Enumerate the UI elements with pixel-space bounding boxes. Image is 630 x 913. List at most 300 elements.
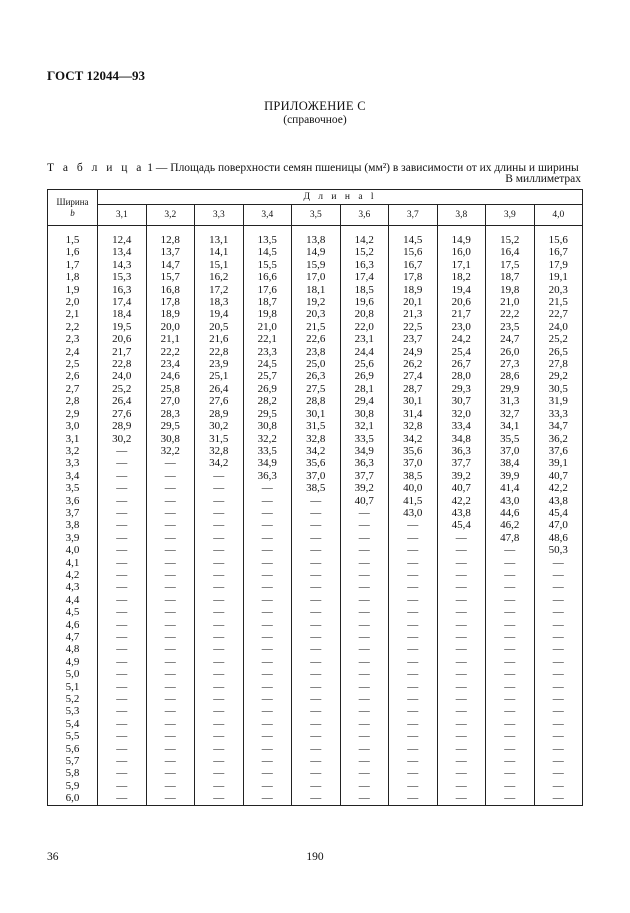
value-cell: 27,3 bbox=[486, 358, 535, 370]
value-cell: — bbox=[534, 656, 583, 668]
value-cell: — bbox=[486, 569, 535, 581]
value-cell: — bbox=[146, 743, 195, 755]
value-cell: — bbox=[98, 445, 147, 457]
value-cell: 32,7 bbox=[486, 408, 535, 420]
value-cell: — bbox=[243, 767, 292, 779]
table-caption bbox=[47, 162, 579, 174]
value-cell: — bbox=[340, 631, 389, 643]
value-cell: 37,6 bbox=[534, 445, 583, 457]
table-row bbox=[48, 532, 583, 544]
table-row bbox=[48, 730, 583, 742]
value-cell: — bbox=[195, 792, 244, 805]
value-cell: — bbox=[437, 619, 486, 631]
value-cell: 17,9 bbox=[534, 259, 583, 271]
value-cell: 16,3 bbox=[340, 259, 389, 271]
value-cell: — bbox=[340, 767, 389, 779]
width-cell: 5,3 bbox=[48, 705, 98, 717]
value-cell: — bbox=[340, 792, 389, 805]
value-cell: 26,9 bbox=[243, 383, 292, 395]
value-cell: — bbox=[534, 594, 583, 606]
value-cell: 17,6 bbox=[243, 284, 292, 296]
value-cell: — bbox=[292, 606, 341, 618]
value-cell: — bbox=[437, 557, 486, 569]
value-cell: — bbox=[195, 643, 244, 655]
value-cell: 25,4 bbox=[437, 346, 486, 358]
value-cell: — bbox=[389, 780, 438, 792]
value-cell: 17,2 bbox=[195, 284, 244, 296]
table-row bbox=[48, 296, 583, 308]
value-cell: — bbox=[534, 681, 583, 693]
value-cell: — bbox=[195, 619, 244, 631]
value-cell: — bbox=[292, 557, 341, 569]
table-row bbox=[48, 308, 583, 320]
value-cell: — bbox=[389, 594, 438, 606]
value-cell: — bbox=[486, 544, 535, 556]
value-cell: 22,6 bbox=[292, 333, 341, 345]
value-cell: 20,6 bbox=[437, 296, 486, 308]
width-cell: 3,8 bbox=[48, 519, 98, 531]
value-cell: — bbox=[146, 594, 195, 606]
value-cell: 32,8 bbox=[389, 420, 438, 432]
value-cell: 16,4 bbox=[486, 246, 535, 258]
value-cell: — bbox=[486, 743, 535, 755]
length-column-header: 4,0 bbox=[534, 205, 583, 226]
value-cell: — bbox=[389, 705, 438, 717]
value-cell: — bbox=[98, 730, 147, 742]
value-cell: 22,0 bbox=[340, 321, 389, 333]
value-cell: — bbox=[195, 507, 244, 519]
value-cell: 32,1 bbox=[340, 420, 389, 432]
value-cell: — bbox=[195, 767, 244, 779]
length-column-header: 3,1 bbox=[98, 205, 147, 226]
value-cell: — bbox=[243, 643, 292, 655]
value-cell: 40,0 bbox=[389, 482, 438, 494]
value-cell: 27,0 bbox=[146, 395, 195, 407]
value-cell: — bbox=[146, 693, 195, 705]
table-row bbox=[48, 226, 583, 247]
width-cell: 2,7 bbox=[48, 383, 98, 395]
value-cell: — bbox=[486, 767, 535, 779]
table-row bbox=[48, 767, 583, 779]
value-cell: — bbox=[243, 681, 292, 693]
value-cell: 34,9 bbox=[340, 445, 389, 457]
value-cell: 24,5 bbox=[243, 358, 292, 370]
value-cell: — bbox=[146, 532, 195, 544]
value-cell: — bbox=[340, 730, 389, 742]
value-cell: — bbox=[98, 606, 147, 618]
value-cell: 28,1 bbox=[340, 383, 389, 395]
value-cell: — bbox=[98, 656, 147, 668]
value-cell: — bbox=[146, 519, 195, 531]
table-row bbox=[48, 631, 583, 643]
value-cell: 12,8 bbox=[146, 226, 195, 247]
value-cell: — bbox=[195, 569, 244, 581]
value-cell: 34,2 bbox=[292, 445, 341, 457]
value-cell: 31,3 bbox=[486, 395, 535, 407]
value-cell: 36,3 bbox=[243, 470, 292, 482]
value-cell: 13,1 bbox=[195, 226, 244, 247]
width-cell: 4,8 bbox=[48, 643, 98, 655]
width-cell: 3,3 bbox=[48, 457, 98, 469]
value-cell: — bbox=[534, 668, 583, 680]
value-cell: — bbox=[389, 544, 438, 556]
value-cell: 43,8 bbox=[534, 495, 583, 507]
table-row bbox=[48, 482, 583, 494]
value-cell: 15,2 bbox=[486, 226, 535, 247]
value-cell: — bbox=[195, 532, 244, 544]
value-cell: — bbox=[389, 718, 438, 730]
value-cell: 20,8 bbox=[340, 308, 389, 320]
value-cell: — bbox=[243, 532, 292, 544]
value-cell: — bbox=[146, 606, 195, 618]
value-cell: — bbox=[534, 643, 583, 655]
value-cell: 32,0 bbox=[437, 408, 486, 420]
value-cell: — bbox=[195, 470, 244, 482]
value-cell: 23,3 bbox=[243, 346, 292, 358]
width-cell: 3,6 bbox=[48, 495, 98, 507]
value-cell: — bbox=[146, 767, 195, 779]
value-cell: — bbox=[146, 730, 195, 742]
value-cell: 21,7 bbox=[437, 308, 486, 320]
width-cell: 5,5 bbox=[48, 730, 98, 742]
value-cell: 24,0 bbox=[534, 321, 583, 333]
table-row bbox=[48, 780, 583, 792]
page-number-left: 36 bbox=[47, 851, 59, 863]
value-cell: — bbox=[534, 792, 583, 805]
value-cell: — bbox=[98, 507, 147, 519]
value-cell: — bbox=[389, 755, 438, 767]
value-cell: 15,6 bbox=[389, 246, 438, 258]
value-cell: 16,7 bbox=[534, 246, 583, 258]
table-row bbox=[48, 519, 583, 531]
width-cell: 3,5 bbox=[48, 482, 98, 494]
value-cell: 44,6 bbox=[486, 507, 535, 519]
value-cell: 19,8 bbox=[243, 308, 292, 320]
value-cell: — bbox=[486, 557, 535, 569]
value-cell: 42,2 bbox=[437, 495, 486, 507]
value-cell: — bbox=[292, 656, 341, 668]
value-cell: 24,6 bbox=[146, 370, 195, 382]
value-cell: 12,4 bbox=[98, 226, 147, 247]
value-cell: 22,8 bbox=[98, 358, 147, 370]
value-cell: 20,0 bbox=[146, 321, 195, 333]
value-cell: 14,5 bbox=[389, 226, 438, 247]
table-row bbox=[48, 705, 583, 717]
value-cell: 26,5 bbox=[534, 346, 583, 358]
value-cell: 19,1 bbox=[534, 271, 583, 283]
value-cell: — bbox=[195, 780, 244, 792]
value-cell: 30,2 bbox=[98, 433, 147, 445]
value-cell: 39,2 bbox=[340, 482, 389, 494]
table-row bbox=[48, 246, 583, 258]
width-cell: 3,7 bbox=[48, 507, 98, 519]
length-column-header: 3,4 bbox=[243, 205, 292, 226]
value-cell: 24,7 bbox=[486, 333, 535, 345]
value-cell: 21,5 bbox=[292, 321, 341, 333]
value-cell: — bbox=[98, 519, 147, 531]
value-cell: — bbox=[292, 643, 341, 655]
value-cell: — bbox=[195, 705, 244, 717]
width-cell: 2,1 bbox=[48, 308, 98, 320]
value-cell: 28,0 bbox=[437, 370, 486, 382]
value-cell: 28,3 bbox=[146, 408, 195, 420]
value-cell: 34,1 bbox=[486, 420, 535, 432]
value-cell: — bbox=[534, 606, 583, 618]
table-row bbox=[48, 457, 583, 469]
value-cell: 39,1 bbox=[534, 457, 583, 469]
value-cell: — bbox=[98, 594, 147, 606]
value-cell: — bbox=[292, 569, 341, 581]
value-cell: — bbox=[292, 619, 341, 631]
value-cell: 32,2 bbox=[243, 433, 292, 445]
value-cell: 33,3 bbox=[534, 408, 583, 420]
value-cell: 28,9 bbox=[195, 408, 244, 420]
value-cell: 20,3 bbox=[292, 308, 341, 320]
value-cell: — bbox=[195, 631, 244, 643]
value-cell: — bbox=[243, 730, 292, 742]
value-cell: — bbox=[195, 495, 244, 507]
value-cell: 29,5 bbox=[243, 408, 292, 420]
width-header-symbol: b bbox=[70, 207, 75, 218]
value-cell: 19,5 bbox=[98, 321, 147, 333]
width-cell: 1,5 bbox=[48, 226, 98, 247]
value-cell: 45,4 bbox=[437, 519, 486, 531]
value-cell: — bbox=[146, 482, 195, 494]
width-cell: 3,0 bbox=[48, 420, 98, 432]
value-cell: — bbox=[534, 780, 583, 792]
value-cell: — bbox=[243, 594, 292, 606]
table-row bbox=[48, 271, 583, 283]
value-cell: 14,2 bbox=[340, 226, 389, 247]
value-cell: 31,4 bbox=[389, 408, 438, 420]
value-cell: 26,0 bbox=[486, 346, 535, 358]
value-cell: — bbox=[486, 581, 535, 593]
value-cell: — bbox=[243, 581, 292, 593]
value-cell: — bbox=[486, 631, 535, 643]
value-cell: — bbox=[195, 557, 244, 569]
value-cell: 47,8 bbox=[486, 532, 535, 544]
width-cell: 5,4 bbox=[48, 718, 98, 730]
value-cell: — bbox=[340, 718, 389, 730]
value-cell: 33,5 bbox=[340, 433, 389, 445]
value-cell: 40,7 bbox=[437, 482, 486, 494]
value-cell: 20,5 bbox=[195, 321, 244, 333]
width-cell: 1,9 bbox=[48, 284, 98, 296]
value-cell: — bbox=[389, 581, 438, 593]
value-cell: — bbox=[389, 532, 438, 544]
value-cell: 23,1 bbox=[340, 333, 389, 345]
value-cell: — bbox=[98, 619, 147, 631]
value-cell: 38,5 bbox=[389, 470, 438, 482]
value-cell: — bbox=[437, 681, 486, 693]
value-cell: — bbox=[146, 495, 195, 507]
value-cell: 15,5 bbox=[243, 259, 292, 271]
value-cell: — bbox=[340, 507, 389, 519]
value-cell: 25,2 bbox=[534, 333, 583, 345]
value-cell: — bbox=[146, 780, 195, 792]
value-cell: — bbox=[292, 743, 341, 755]
value-cell: 18,4 bbox=[98, 308, 147, 320]
value-cell: — bbox=[292, 780, 341, 792]
length-column-header: 3,7 bbox=[389, 205, 438, 226]
value-cell: 25,6 bbox=[340, 358, 389, 370]
table-row bbox=[48, 569, 583, 581]
value-cell: 26,4 bbox=[195, 383, 244, 395]
value-cell: — bbox=[243, 755, 292, 767]
value-cell: — bbox=[486, 606, 535, 618]
value-cell: — bbox=[486, 619, 535, 631]
value-cell: — bbox=[243, 482, 292, 494]
value-cell: — bbox=[292, 532, 341, 544]
table-row bbox=[48, 668, 583, 680]
width-cell: 3,2 bbox=[48, 445, 98, 457]
value-cell: 37,0 bbox=[292, 470, 341, 482]
value-cell: — bbox=[98, 557, 147, 569]
value-cell: 30,5 bbox=[534, 383, 583, 395]
value-cell: — bbox=[146, 718, 195, 730]
value-cell: 26,2 bbox=[389, 358, 438, 370]
table-row bbox=[48, 420, 583, 432]
value-cell: — bbox=[98, 569, 147, 581]
table-row bbox=[48, 606, 583, 618]
value-cell: — bbox=[195, 668, 244, 680]
value-cell: 14,9 bbox=[292, 246, 341, 258]
value-cell: — bbox=[98, 693, 147, 705]
value-cell: — bbox=[340, 656, 389, 668]
value-cell: 31,5 bbox=[195, 433, 244, 445]
value-cell: — bbox=[437, 532, 486, 544]
value-cell: 18,5 bbox=[340, 284, 389, 296]
value-cell: 24,4 bbox=[340, 346, 389, 358]
value-cell: 16,7 bbox=[389, 259, 438, 271]
width-cell: 5,2 bbox=[48, 693, 98, 705]
value-cell: — bbox=[243, 507, 292, 519]
value-cell: 28,8 bbox=[292, 395, 341, 407]
value-cell: 24,0 bbox=[98, 370, 147, 382]
table-row bbox=[48, 433, 583, 445]
table-row bbox=[48, 495, 583, 507]
value-cell: — bbox=[292, 544, 341, 556]
value-cell: — bbox=[243, 631, 292, 643]
value-cell: 15,1 bbox=[195, 259, 244, 271]
value-cell: — bbox=[340, 544, 389, 556]
value-cell: 28,7 bbox=[389, 383, 438, 395]
value-cell: 18,3 bbox=[195, 296, 244, 308]
width-cell: 4,2 bbox=[48, 569, 98, 581]
table-row bbox=[48, 358, 583, 370]
value-cell: 14,3 bbox=[98, 259, 147, 271]
value-cell: — bbox=[389, 631, 438, 643]
value-cell: — bbox=[340, 743, 389, 755]
value-cell: — bbox=[437, 606, 486, 618]
length-column-header: 3,5 bbox=[292, 205, 341, 226]
value-cell: 34,2 bbox=[195, 457, 244, 469]
value-cell: 19,6 bbox=[340, 296, 389, 308]
value-cell: 24,2 bbox=[437, 333, 486, 345]
value-cell: 27,4 bbox=[389, 370, 438, 382]
value-cell: 14,7 bbox=[146, 259, 195, 271]
table-row bbox=[48, 470, 583, 482]
value-cell: — bbox=[534, 581, 583, 593]
length-group-header: Д л и н а l bbox=[98, 190, 583, 205]
value-cell: 18,7 bbox=[243, 296, 292, 308]
value-cell: — bbox=[534, 743, 583, 755]
value-cell: 29,4 bbox=[340, 395, 389, 407]
value-cell: 21,0 bbox=[243, 321, 292, 333]
value-cell: 28,2 bbox=[243, 395, 292, 407]
value-cell: — bbox=[243, 743, 292, 755]
value-cell: 29,2 bbox=[534, 370, 583, 382]
length-column-header: 3,9 bbox=[486, 205, 535, 226]
value-cell: — bbox=[534, 718, 583, 730]
value-cell: — bbox=[534, 631, 583, 643]
table-row bbox=[48, 743, 583, 755]
value-cell: 21,5 bbox=[534, 296, 583, 308]
value-cell: 13,8 bbox=[292, 226, 341, 247]
value-cell: 23,0 bbox=[437, 321, 486, 333]
value-cell: — bbox=[486, 755, 535, 767]
value-cell: 33,4 bbox=[437, 420, 486, 432]
value-cell: — bbox=[195, 606, 244, 618]
value-cell: — bbox=[146, 668, 195, 680]
value-cell: — bbox=[389, 643, 438, 655]
value-cell: — bbox=[292, 668, 341, 680]
width-cell: 4,0 bbox=[48, 544, 98, 556]
appendix-subtitle: (справочное) bbox=[283, 114, 347, 126]
value-cell: — bbox=[389, 569, 438, 581]
value-cell: — bbox=[146, 619, 195, 631]
value-cell: — bbox=[98, 705, 147, 717]
value-cell: 37,7 bbox=[340, 470, 389, 482]
value-cell: 14,1 bbox=[195, 246, 244, 258]
value-cell: — bbox=[292, 681, 341, 693]
value-cell: — bbox=[437, 631, 486, 643]
value-cell: — bbox=[146, 457, 195, 469]
value-cell: — bbox=[534, 767, 583, 779]
value-cell: — bbox=[98, 792, 147, 805]
value-cell: — bbox=[243, 495, 292, 507]
value-cell: — bbox=[389, 693, 438, 705]
width-cell: 1,6 bbox=[48, 246, 98, 258]
length-column-header: 3,6 bbox=[340, 205, 389, 226]
value-cell: — bbox=[146, 656, 195, 668]
value-cell: 19,2 bbox=[292, 296, 341, 308]
value-cell: 21,1 bbox=[146, 333, 195, 345]
width-cell: 2,2 bbox=[48, 321, 98, 333]
units-note: В миллиметрах bbox=[505, 173, 581, 185]
value-cell: — bbox=[486, 730, 535, 742]
value-cell: 39,9 bbox=[486, 470, 535, 482]
value-cell: — bbox=[340, 519, 389, 531]
value-cell: 41,5 bbox=[389, 495, 438, 507]
value-cell: — bbox=[195, 544, 244, 556]
table-row bbox=[48, 346, 583, 358]
width-cell: 4,9 bbox=[48, 656, 98, 668]
value-cell: — bbox=[340, 569, 389, 581]
value-cell: — bbox=[98, 780, 147, 792]
value-cell: — bbox=[98, 718, 147, 730]
width-cell: 2,8 bbox=[48, 395, 98, 407]
value-cell: 25,7 bbox=[243, 370, 292, 382]
width-cell: 4,6 bbox=[48, 619, 98, 631]
value-cell: — bbox=[195, 482, 244, 494]
value-cell: 16,3 bbox=[98, 284, 147, 296]
value-cell: 30,8 bbox=[243, 420, 292, 432]
value-cell: — bbox=[292, 594, 341, 606]
value-cell: — bbox=[486, 594, 535, 606]
value-cell: — bbox=[243, 780, 292, 792]
value-cell: 22,2 bbox=[146, 346, 195, 358]
